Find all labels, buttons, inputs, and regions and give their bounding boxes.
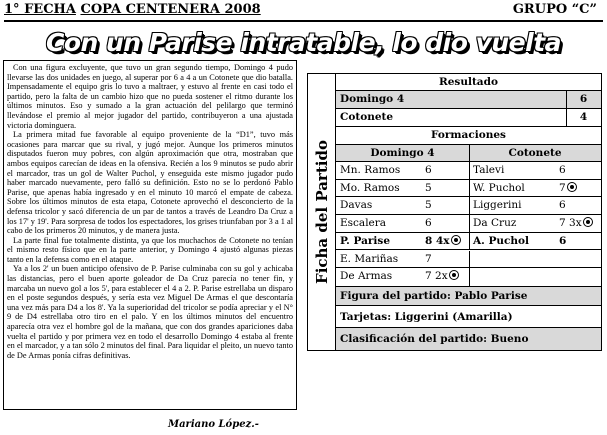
clasificacion: Clasificación del partido: Bueno: [336, 328, 601, 350]
article-body: [3, 60, 297, 410]
home-rating: [421, 268, 469, 286]
away-rating: [555, 268, 601, 286]
home-player: [336, 162, 421, 179]
home-rating-text: 7 2x: [425, 270, 448, 283]
lineup-row: [336, 251, 601, 269]
lineup-row: [336, 197, 601, 215]
result-row: [336, 109, 601, 127]
figura-del-partido: Figura del partido: Pablo Parise: [336, 286, 601, 306]
away-player-text: Da Cruz: [473, 217, 517, 230]
article-paragraph: Ya a los 2' un buen anticipo ofensivo de P. Parise culminaba con su gol y achicaba las distancias, pero el buen aporte goleador de Da Cruz parecía no tener fin, y marcaba un nuevo gol a los 5', para establecer el 4 a 2. P. Parise estrellaba un disparo en el poste segundos después, y sería esta vez Miguel De Armas el que descontaría una vez más para D4 a los 8'. Ya la superioridad del tricolor se podía apreciar y el N° 9 de D4 estrellaba otro tiro en el palo. Y en los últimos minutos del encuentro aparecía otra vez el hombre gol de la mañana, que con dos grandes apariciones daba vuelta el partido y por primera vez en todo el desarrollo Domingo 4 estaba al frente en el marcador, y a tan sólo 2 minutos del final. Para liquidar el pleito, un nuevo tanto de De Armas ponía cifras definitivas.: [7, 264, 293, 360]
away-rating: [555, 233, 601, 250]
header-group: GRUPO “C”: [512, 2, 597, 17]
away-rating-text: 6: [559, 199, 566, 212]
away-player-text: Talevi: [473, 164, 505, 176]
article-paragraph: La primera mitad fue favorable al equipo proveniente de la “D1”, tuvo más ocasiones para marcar que su rival, y jugó mejor. Aunque los primeros minutos disputados fueron muy pobres, con algún aproximación que otra, mostraban que ambos equipos carecían de ideas en la ofensiva. Recién a los 9 minutos se pudo abrir el marcador, tras un gol de Walter Puchol, y enseguida este mismo jugador pudo haber marcado nuevamente, pero falló su definición. Esto no se lo perdonó Pablo Parise, que apenas había ingresado y en el minuto 10 marcó el empate de cabeza. Sobre los últimos minutos de esta etapa, Cotonete aprovechó el desconcierto de la defensa tricolor y sacó diferencia de un par de tantos a través de Leandro Da Cruz a los 17' y 19'. Para sorpresa de todos los espectadores, los grises triunfaban por 3 a 1 al cabo de los primeros 20 minutos, y de manera justa.: [7, 130, 293, 236]
result-score: 6: [579, 93, 588, 105]
home-player: [336, 197, 421, 214]
goal-ball-icon: [583, 217, 593, 227]
home-rating-text: 5: [425, 181, 432, 194]
home-player-text: Mo. Ramos: [340, 181, 400, 194]
away-player-text: W. Puchol: [473, 181, 525, 194]
match-sheet: [307, 73, 602, 351]
result-team: Domingo 4: [340, 93, 405, 105]
home-player-text: De Armas: [340, 270, 393, 283]
away-player: [469, 162, 555, 179]
away-player-text: Liggerini: [473, 199, 522, 212]
result-team: Cotonete: [340, 111, 394, 123]
home-rating: [421, 215, 469, 232]
away-player: [469, 180, 555, 197]
header-fecha: 1° FECHA: [4, 2, 76, 17]
match-sheet-panel: [336, 74, 601, 350]
lineup-row: [336, 162, 601, 180]
home-rating: [421, 233, 469, 250]
formaciones-title: Formaciones: [336, 127, 601, 145]
away-player: [469, 197, 555, 214]
home-player-text: Mn. Ramos: [340, 164, 401, 176]
home-rating-text: 8 4x: [425, 234, 450, 247]
lineup-row: [336, 268, 601, 286]
lineup-home-team: Domingo 4: [370, 147, 435, 159]
home-rating-text: 5: [425, 199, 432, 212]
away-rating: [555, 180, 601, 197]
home-rating-text: 6: [425, 217, 432, 230]
home-player-text: E. Mariñas: [340, 252, 399, 265]
goal-ball-icon: [449, 270, 459, 280]
author-signature: Mariano López.-: [168, 419, 259, 430]
away-player-text: A. Puchol: [473, 234, 530, 247]
header-left: [4, 2, 261, 18]
away-rating: [555, 197, 601, 214]
lineup-away-team: Cotonete: [508, 147, 562, 159]
header-tournament: COPA CENTENERA 2008: [80, 2, 261, 17]
article-paragraph: Con una figura excluyente, que tuvo un gran segundo tiempo, Domingo 4 pudo llevarse las dos unidades en juego, al superar por 6 a 4 a un Cotonete que dio batalla. Impensadamente el equipo gris lo tuvo a maltraer, y estuvo al frente en casi todo el partido, pero la falta de un cambio hizo que no pueda sostener el ritmo durante los últimos minutos. Eso y sumado a la gran actuación del pelilargo que terminó llevándose el premio al mejor jugador del partido, contribuyeron a una ajustada victoria dominguera.: [7, 63, 293, 130]
lineup-row: [336, 180, 601, 198]
tarjetas: Tarjetas: Liggerini (Amarilla): [336, 306, 601, 328]
home-player: [336, 180, 421, 197]
home-player: [336, 268, 421, 286]
away-rating-text: 6: [559, 234, 567, 247]
home-rating: [421, 180, 469, 197]
home-rating-text: 6: [425, 164, 432, 176]
result-row: [336, 91, 601, 109]
home-rating-text: 7: [425, 252, 432, 265]
home-player: [336, 215, 421, 232]
away-rating-text: 7: [559, 181, 566, 194]
home-player: [336, 233, 421, 250]
home-rating: [421, 197, 469, 214]
away-rating: [555, 215, 601, 232]
home-player-text: P. Parise: [340, 234, 390, 247]
home-rating: [421, 251, 469, 268]
match-sheet-label-text: Ficha del Partido: [312, 140, 331, 284]
away-rating: [555, 251, 601, 268]
home-player-text: Escalera: [340, 217, 387, 230]
home-player-text: Davas: [340, 199, 373, 212]
goal-ball-icon: [451, 235, 461, 245]
away-player: [469, 233, 555, 250]
home-rating: [421, 162, 469, 179]
away-player: [469, 215, 555, 232]
away-rating: [555, 162, 601, 179]
lineup-row: [336, 233, 601, 251]
match-sheet-label: [308, 74, 336, 350]
goal-ball-icon: [567, 182, 577, 192]
away-player: [469, 251, 555, 268]
result-score: 4: [579, 111, 588, 123]
resultado-title: Resultado: [336, 74, 601, 91]
page-header: [4, 2, 603, 22]
home-player: [336, 251, 421, 268]
away-rating-text: 7 3x: [559, 217, 582, 230]
away-rating-text: 6: [559, 164, 566, 176]
headline: Con un Parise intratable, lo dio vuelta: [45, 28, 562, 57]
article-paragraph: La parte final fue totalmente distinta, ya que los muchachos de Cotonete no tenían el mismo resto físico que en la parte anterior, y Domingo 4 ajustó algunas piezas tanto en la defensa como en el ataque.: [7, 235, 293, 264]
lineup-row: [336, 215, 601, 233]
lineup-header: [336, 145, 601, 162]
away-player: [469, 268, 555, 286]
